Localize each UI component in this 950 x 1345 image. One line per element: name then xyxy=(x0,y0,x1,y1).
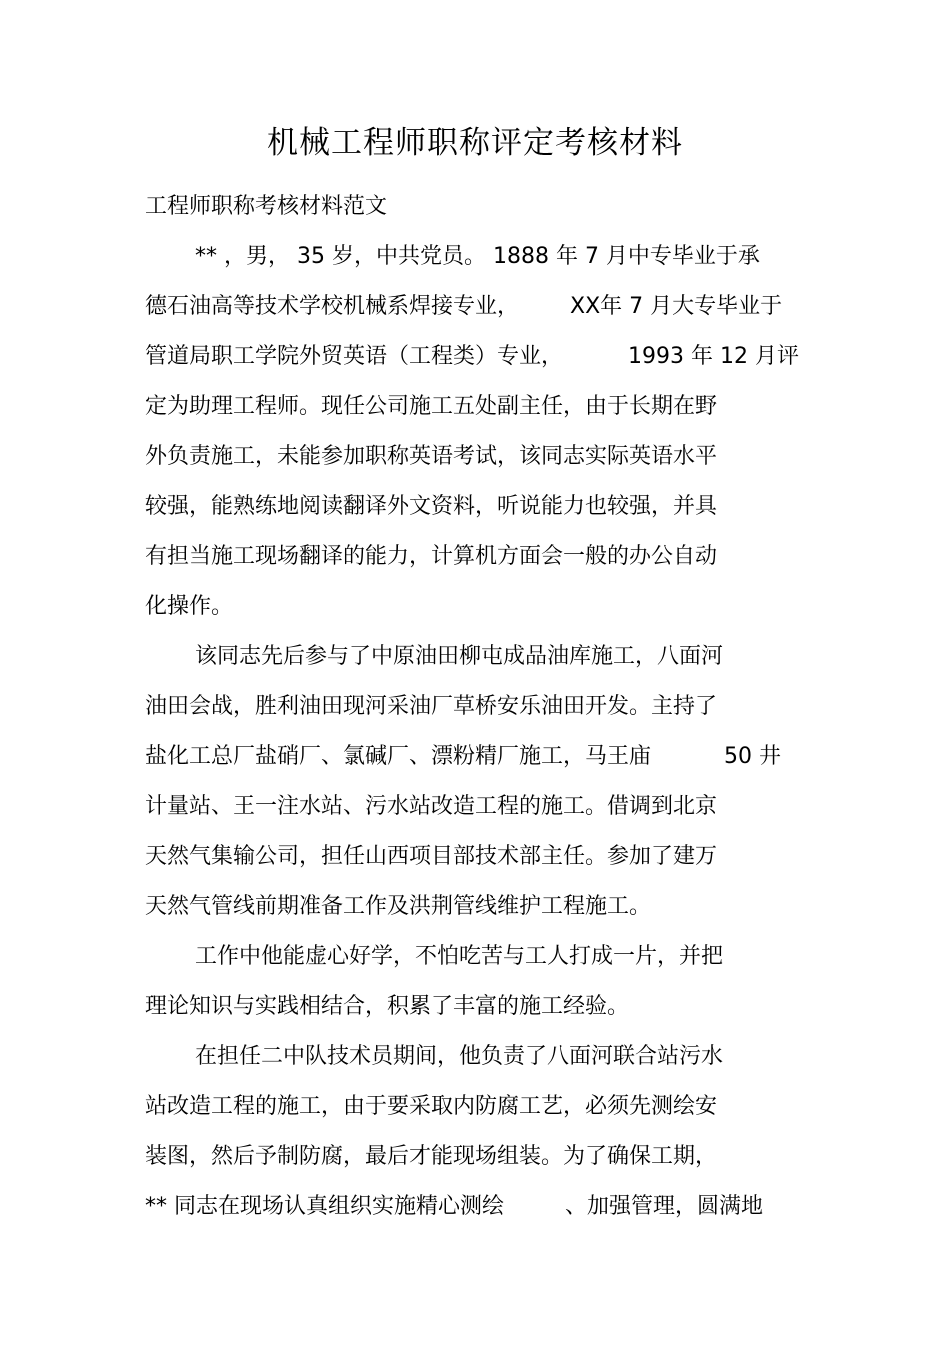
line-segment: 德石油高等技术学校机械系焊接专业， xyxy=(145,294,526,319)
paragraph-line: 有担当施工现场翻译的能力，计算机方面会一般的办公自动 xyxy=(145,544,718,569)
line-segment: 盐化工总厂盐硝厂、氯碱厂、漂粉精厂施工，马王庙 xyxy=(145,744,658,769)
paragraph-line: ** ，男， 35 岁，中共党员。 1888 年 7 月中专毕业于承 xyxy=(195,244,760,269)
paragraph-line xyxy=(145,332,799,382)
paragraph-line: 天然气管线前期准备工作及洪荆管线维护工程施工。 xyxy=(145,894,652,919)
paragraph-line: 该同志先后参与了中原油田柳屯成品油库施工，八面河 xyxy=(195,644,724,669)
line-segment: 1993 年 12 月评 xyxy=(628,344,799,369)
line-segment: ** 同志在现场认真组织实施精心测绘 xyxy=(145,1194,511,1219)
line-segment: 50 井 xyxy=(724,744,781,769)
paragraph-line: 油田会战，胜利油田现河采油厂草桥安乐油田开发。主持了 xyxy=(145,694,718,719)
document-title: 机械工程师职称评定考核材料 xyxy=(267,125,683,161)
paragraph-line xyxy=(145,1182,763,1232)
paragraph-line: 装图，然后予制防腐，最后才能现场组装。为了确保工期， xyxy=(145,1144,718,1169)
paragraph-line: 较强，能熟练地阅读翻译外文资料，听说能力也较强，并具 xyxy=(145,494,718,519)
paragraph-line: 外负责施工，未能参加职称英语考试，该同志实际英语水平 xyxy=(145,444,718,469)
line-segment: 、加强管理，圆满地 xyxy=(565,1194,764,1219)
paragraph-line: 定为助理工程师。现任公司施工五处副主任，由于长期在野 xyxy=(145,394,718,419)
line-segment: XX年 7 月大专毕业于 xyxy=(570,294,783,319)
paragraph-line xyxy=(145,282,782,332)
paragraph-line: 化操作。 xyxy=(145,594,234,619)
paragraph-line: 计量站、王一注水站、污水站改造工程的施工。借调到北京 xyxy=(145,794,718,819)
document-subtitle: 工程师职称考核材料范文 xyxy=(145,194,388,219)
paragraph-line: 站改造工程的施工，由于要采取内防腐工艺，必须先测绘安 xyxy=(145,1094,718,1119)
line-segment: 管道局职工学院外贸英语（工程类）专业， xyxy=(145,344,570,369)
paragraph-line xyxy=(145,732,781,782)
paragraph-line: 天然气集输公司，担任山西项目部技术部主任。参加了建万 xyxy=(145,844,718,869)
paragraph-line: 理论知识与实践相结合，积累了丰富的施工经验。 xyxy=(145,994,630,1019)
paragraph-line: 在担任二中队技术员期间，他负责了八面河联合站污水 xyxy=(195,1044,724,1069)
paragraph-line: 工作中他能虚心好学，不怕吃苦与工人打成一片，并把 xyxy=(195,944,724,969)
